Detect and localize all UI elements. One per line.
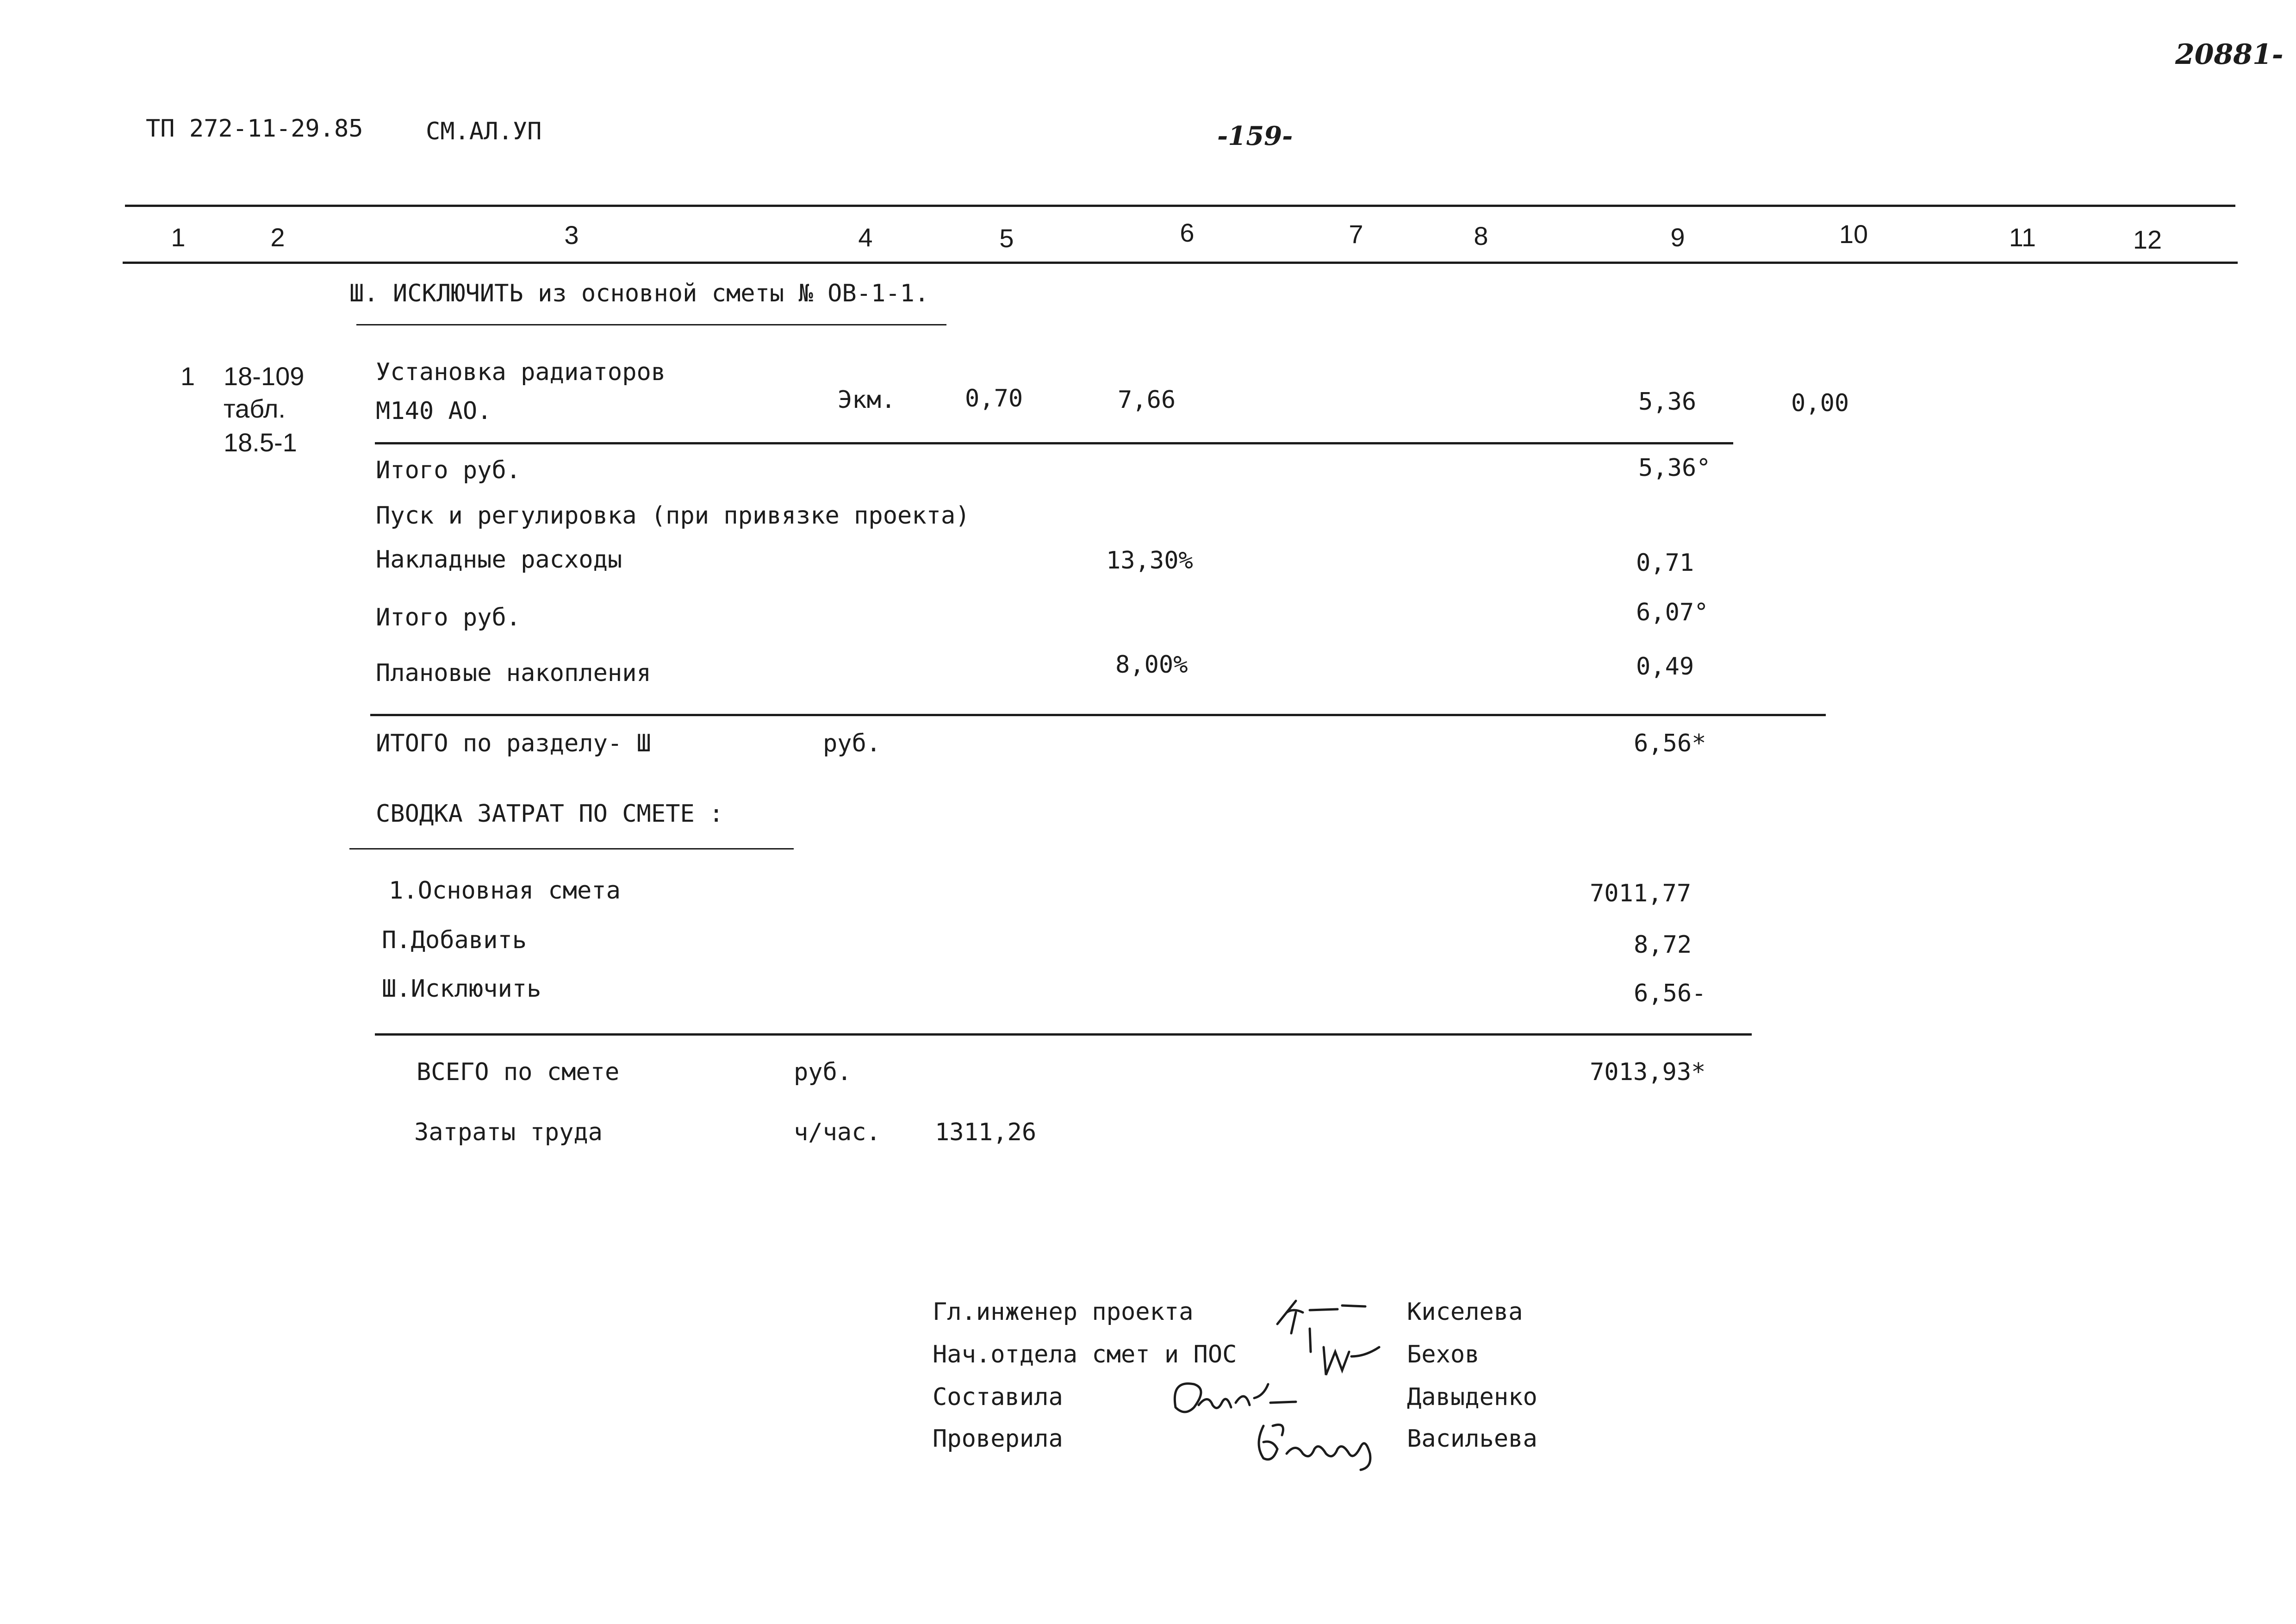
- column-header-2: 2: [270, 223, 285, 252]
- column-header-8: 8: [1474, 221, 1488, 250]
- signature-role-checked-by: Проверила: [933, 1425, 1063, 1453]
- column-header-7: 7: [1349, 219, 1363, 249]
- column-header-12: 12: [2133, 225, 2162, 254]
- summary-title-underline: [349, 848, 794, 849]
- summary-exclude-label: Ш.Исключить: [382, 975, 541, 1003]
- item-number: 1: [180, 362, 195, 391]
- column-header-9: 9: [1670, 223, 1685, 252]
- commissioning-label: Пуск и регулировка (при привязке проекта): [376, 502, 970, 530]
- labor-unit: ч/час.: [794, 1118, 881, 1146]
- column-header-1: 1: [171, 223, 186, 252]
- signature-mark-department-head: [1305, 1324, 1388, 1384]
- column-header-4: 4: [858, 223, 873, 252]
- archive-number: 20881-: [2175, 38, 2284, 71]
- signature-role-department-head: Нач.отдела смет и ПОС: [933, 1341, 1237, 1368]
- column-header-6: 6: [1180, 218, 1195, 247]
- section-total-rule: [370, 714, 1826, 716]
- item-unit: Экм.: [838, 386, 896, 414]
- summary-title: СВОДКА ЗАТРАТ ПО СМЕТЕ :: [376, 800, 724, 828]
- item-code-line-2: табл.: [224, 394, 286, 423]
- page-number: -159-: [1217, 121, 1293, 151]
- signature-name-compiled-by: Давыденко: [1407, 1383, 1537, 1411]
- summary-add-label: П.Добавить: [382, 926, 527, 954]
- grand-total-rule: [375, 1033, 1752, 1036]
- subtotal-value: 5,36°: [1638, 454, 1711, 482]
- signature-name-chief-engineer: Киселева: [1407, 1298, 1523, 1326]
- section-total-label: ИТОГО по разделу- Ш: [376, 730, 651, 757]
- section-total-value: 6,56*: [1634, 730, 1706, 757]
- signature-mark-checked-by: [1245, 1417, 1393, 1472]
- summary-exclude-value: 6,56-: [1634, 980, 1706, 1007]
- planned-savings-percent: 8,00%: [1115, 651, 1188, 679]
- summary-main-estimate-value: 7011,77: [1590, 880, 1692, 907]
- section-title: Ш. ИСКЛЮЧИТЬ из основной сметы № ОВ-1-1.: [349, 280, 929, 307]
- item-code-line-3: 18.5-1: [224, 428, 297, 457]
- grand-total-value: 7013,93*: [1590, 1058, 1706, 1086]
- signature-name-department-head: Бехов: [1407, 1341, 1480, 1368]
- item-col10: 0,00: [1791, 389, 1849, 417]
- planned-savings-label: Плановые накопления: [376, 659, 651, 687]
- signature-role-chief-engineer: Гл.инженер проекта: [933, 1298, 1194, 1326]
- signature-role-compiled-by: Составила: [933, 1383, 1063, 1411]
- grand-total-unit: руб.: [794, 1058, 852, 1086]
- table-header-bottom-rule: [123, 262, 2238, 264]
- column-header-3: 3: [564, 220, 579, 250]
- planned-savings-value: 0,49: [1636, 653, 1694, 681]
- subtotal-2-value: 6,07°: [1636, 599, 1709, 626]
- column-header-11: 11: [2009, 223, 2036, 252]
- summary-main-estimate-label: 1.Основная смета: [389, 877, 621, 905]
- document-series: СМ.АЛ.УП: [426, 118, 542, 145]
- column-header-10: 10: [1839, 219, 1868, 249]
- labor-value: 1311,26: [935, 1118, 1037, 1146]
- labor-label: Затраты труда: [414, 1118, 603, 1146]
- item-name-line-2: М140 АО.: [376, 397, 492, 425]
- item-quantity: 0,70: [965, 385, 1023, 412]
- column-header-5: 5: [999, 224, 1014, 253]
- table-top-rule: [125, 205, 2235, 207]
- subtotal-2-label: Итого руб.: [376, 604, 521, 631]
- item-price: 7,66: [1118, 386, 1176, 414]
- item-bottom-rule: [375, 442, 1733, 444]
- item-total: 5,36: [1638, 388, 1697, 416]
- overhead-percent: 13,30%: [1106, 547, 1193, 575]
- grand-total-label: ВСЕГО по смете: [417, 1058, 620, 1086]
- subtotal-label: Итого руб.: [376, 456, 521, 484]
- item-name-line-1: Установка радиаторов: [376, 358, 666, 386]
- item-code-line-1: 18-109: [224, 362, 305, 391]
- section-title-underline: [356, 324, 946, 325]
- overhead-label: Накладные расходы: [376, 546, 622, 574]
- document-code: ТП 272-11-29.85: [146, 115, 363, 143]
- overhead-value: 0,71: [1636, 549, 1694, 577]
- summary-add-value: 8,72: [1634, 931, 1692, 959]
- section-total-unit: руб.: [823, 730, 881, 757]
- signature-name-checked-by: Васильева: [1407, 1425, 1537, 1453]
